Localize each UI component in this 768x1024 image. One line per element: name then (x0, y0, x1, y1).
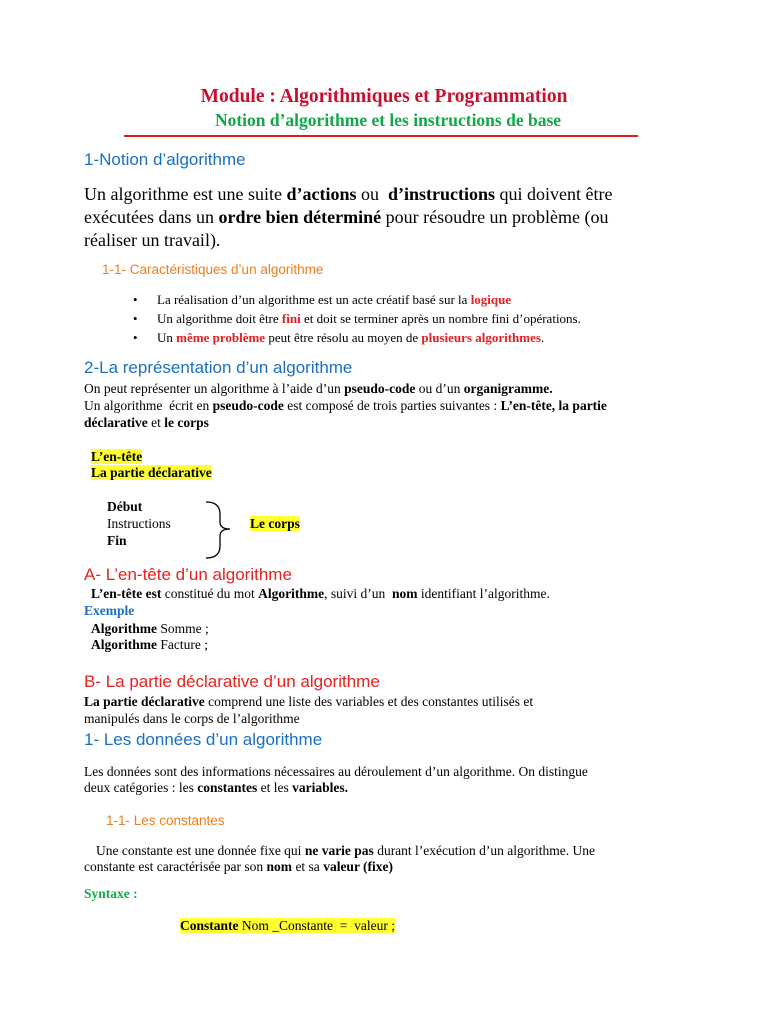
list-item: • La réalisation d’un algorithme est un acte créatif basé sur la logique (133, 290, 581, 309)
representation-line-3: déclarative et le corps (84, 415, 209, 430)
entete-description: L’en-tête est constitué du mot Algorithme, suivi d’un nom identifiant l’algorithme. (91, 586, 550, 601)
corps-label: Le corps (250, 516, 300, 531)
definition-line-2: exécutées dans un ordre bien déterminé pour résoudre un problème (ou (84, 207, 609, 227)
constante-line-1: Une constante est une donnée fixe qui ne varie pas durant l’exécution d’un algorithme. Une (96, 843, 595, 858)
partie-declarative-label: La partie déclarative (91, 465, 212, 480)
definition-line-3: réaliser un travail). (84, 230, 221, 250)
example-line-1: Algorithme Somme ; (91, 621, 209, 636)
title-underline (124, 135, 638, 137)
brace-icon (202, 500, 242, 560)
syntaxe-label: Syntaxe : (84, 886, 138, 901)
donnees-line-1: Les données sont des informations nécessaires au déroulement d’un algorithme. On distingue (84, 764, 588, 779)
example-line-2: Algorithme Facture ; (91, 637, 208, 652)
list-item: • Un même problème peut être résolu au moyen de plusieurs algorithmes. (133, 328, 581, 347)
document-subtitle: Notion d’algorithme et les instructions de base (214, 110, 562, 130)
debut-label: Début (107, 499, 143, 514)
section-heading-representation: 2-La représentation d’un algorithme (84, 358, 353, 377)
donnees-line-2: deux catégories : les constantes et les variables. (84, 780, 348, 795)
constant-syntax-code: Constante Nom _Constante = valeur ; (180, 918, 395, 933)
entete-label: L’en-tête (91, 449, 143, 464)
partie-declarative-line-1: La partie déclarative comprend une liste des variables et des constantes utilisés et (84, 694, 534, 709)
partie-declarative-line-2: manipulés dans le corps de l’algorithme (84, 711, 300, 726)
subsection-heading-characteristics: 1-1- Caractéristiques d’un algorithme (102, 262, 324, 277)
definition-line-1: Un algorithme est une suite d’actions ou d’instructions qui doivent être (84, 184, 613, 204)
representation-line-1: On peut représenter un algorithme à l’aide d’un pseudo-code ou d’un organigramme. (84, 381, 553, 396)
instructions-label: Instructions (107, 516, 171, 531)
section-heading-partie-declarative: B- La partie déclarative d’un algorithme (84, 672, 380, 691)
exemple-label: Exemple (84, 603, 135, 618)
subsection-heading-constantes: 1-1- Les constantes (106, 813, 225, 828)
characteristics-list (133, 290, 581, 347)
section-heading-entete: A- L’en-tête d’un algorithme (84, 565, 292, 584)
section-heading-notion: 1-Notion d’algorithme (84, 150, 246, 169)
constante-line-2: constante est caractérisée par son nom et sa valeur (fixe) (84, 859, 394, 874)
fin-label: Fin (107, 533, 127, 548)
list-item: • Un algorithme doit être fini et doit se terminer après un nombre fini d’opérations. (133, 309, 581, 328)
section-heading-donnees: 1- Les données d’un algorithme (84, 730, 323, 749)
module-title: Module : Algorithmiques et Programmation (200, 86, 568, 107)
representation-line-2: Un algorithme écrit en pseudo-code est composé de trois parties suivantes : L’en-tête, la partie (84, 398, 607, 413)
